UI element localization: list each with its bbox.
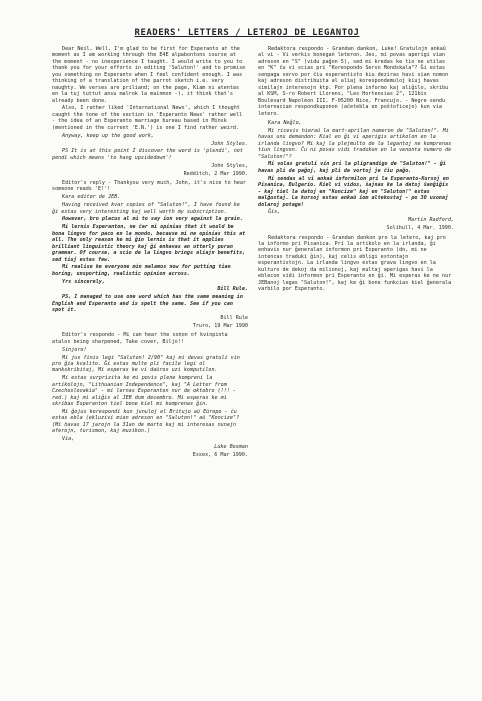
- letter-closing: Ĝis,: [268, 209, 281, 216]
- letter-signature: John Styles.: [211, 140, 248, 147]
- right-column: [258, 46, 454, 294]
- letter-greeting: Kara editor de JEB.: [62, 194, 121, 201]
- editor-reply: Editor's reply - Thankyou very much, John, it's nice to hear someone reads 'E!'!: [52, 179, 247, 193]
- left-column: [52, 46, 248, 460]
- letter-signature: Bill Rule.: [217, 286, 248, 293]
- letter-paragraph: Mi realise ke everyone min malamos now for putting tian boring, unsporting, realistic opinion across.: [52, 264, 231, 277]
- letter-date: Solihull, 4 Mar. 1990.: [386, 225, 454, 232]
- letter-date: Redditch, 2 Mar 1990.: [183, 170, 248, 177]
- letter-date: Truro, 19 Mar 1990: [192, 322, 248, 329]
- letter-signature: Bill Rule: [220, 315, 248, 322]
- letter-closing: Yrs sincerely,: [62, 278, 105, 285]
- letter-paragraph: Also, I rather liked 'International News', which I thought caught the tone of the section in 'Esperanto News' rather well - the idea of an Esperanto marriage bureau based in Minsk (mentioned in the current 'E.N.') is one I find rather weird.: [52, 105, 243, 131]
- page-title: READERS' LETTERS / LETEROJ DE LEGANTOJ: [134, 28, 360, 38]
- letter-greeting: Sinjoro!: [62, 346, 87, 353]
- letter-paragraph: PS It is at this point I discover the word is 'plendi', not pendi which means 'to hang upsidedown'!: [52, 148, 243, 161]
- letter-signature: Luke Bosman: [214, 443, 248, 450]
- letter-paragraph: Mi volas gratuli vin pri la pligrandigo de "Saluton!" - ĝi havas pli da paĝoj, kaj pli da vortoj je ĉiu paĝo.: [258, 161, 446, 174]
- letter-paragraph: Mi sendas al vi ankaŭ informilon pri la Esperanto-Kursoj en Pisanica, Bulgario. Kiel vi vidos, ŝajnas ke la datoj ŝanĝiĝis - kaj tiel la datoj en "Koncize" kaj en "Saluton!" estas malĝustaj. La kursoj estas ankaŭ iom altekostaj - po 30 usonaj dolaroj potage!: [258, 175, 449, 208]
- letter-paragraph: Mi estas surprizita ke mi povis plene kompreni la artikolojn, "Lithuanian Independence", kaj "A Letter from Czechoslovakia" - mi lernas Esperanton nur de oktobro (!!! - red.) kaj mi aliĝis al JEB dum decembro. Mi esperas ke mi skribas Esperanton tiel bone kiel mi komprenas ĝin.: [52, 375, 237, 408]
- letter-paragraph: Dear Neil, Well, I'm glad to be first for Esperanto at the moment as I am working through the E4E alpabontons course at the moment - no inexperience I taught. I would write to you to thank you for your efforts in editing 'Saluton!' and to promise you something on Esperanto when I feel confident enough. I was thinking of a translation of the parrot sketch i.e. very naughty. We verses are priliand; on the page, Kiam ni atentas en la tuj tuttut ansu malrok la mainmon -), it think that's already been done.: [52, 46, 246, 104]
- letter-paragraph: However, bro placus al mi to say ion very against la grain.: [62, 216, 243, 223]
- letter-signature: John Styles,: [211, 162, 248, 169]
- letter-greeting: Kara Neĝlo,: [268, 119, 302, 126]
- editor-reply: Redaktora respondo - Grandan dankon, Luke! Gratulojn ankaŭ al vi - Vi verkis bonegan leteron. Jes, mi povas aperigi vian adreson en "S" (vidu paĝon 5), sed mi kredas ke tio ne utilas en "K" ĉu vi scias pri "Korespondo Servo Mondskala"? Ĝi estas senpaga servo por ĉiu esperantisto kiu deziras havi sian nomon kaj adreson distribuita al aliaj korespondemuloj kiuj havas similajn interesojn ktp. Por plena informo kaj aliĝilo, skribu al KSM, S-ro Robert Llorens, "Les Hortensias 2", 121bis Boulevard Napoléon III, F-05200 Nice, Francujo. - Negre sendu internacian respondkuponon (aĉetebla en poŝtoficejo) kun via letero.: [258, 46, 449, 117]
- letter-paragraph: Mi ricevis hieraŭ la mart-aprilan numeron de "Saluton!". Mi havas unu demandon: Kial en ĝi vi aperigis artikolon en la irlanda lingvo? Mi kaj la plejmulto de la legantoj ne komprenas tiun lingvon. Ĉu ni povas vidi tradukon en la venonta numero de "Saluton!"?: [258, 127, 452, 160]
- letter-date: Essex, 6 Mar 1990.: [192, 451, 248, 458]
- letter-paragraph: Mi jus finis legi "Saluton! 2/90" kaj mi devas gratuli vin pro ĝia kvalito. Ĝi estas multe pli facile legi ol mankskribitaj, Mi esperas ke vi daŭros uzi komputilon.: [52, 354, 240, 374]
- letter-paragraph: Mi lernis Esperanton, ne ĉar mi opinias that it would be bona lingvo for paco en la mondo, because mi ne opinias this at all. The only reason ke mi ĝin lernis is that it applies brilliant linguistic theory kaj ĝi enhavas an utterly puran grammar. Of course, a scio de la lingvo brings aliajn benefits, sed tiuj estas few.: [52, 224, 246, 263]
- letter-paragraph: PS, I managed to use one word which has the same meaning in English and Esperanto and is spelt the same. See if you can spot it.: [52, 294, 243, 314]
- editor-reply: Redaktora respondo - Grandan dankon pro la letero, kaj pro la informo pri Pisanica. Pri la artikolo en la irlanda, ĝi enhavis nur ĝeneralan informon pri Esperanto (do, mi ne intencas traduki ĝin), kaj celis ebligi estontajn esperantistojn. La irlanda lingvo estas grava lingvo en la kulturo de dekoj da milionoj, kaj multaj aperigas havi la eblecon vidi informon pri Esperanto en ĝi. Mi esperas ke ne nur JEBanoj legas "Saluton!", kaj ke ĝi bone funkcias kiel ĝenerala varbilo por Esperanto.: [258, 234, 452, 293]
- letter-paragraph: Anyway, keep up the good work,: [62, 132, 155, 139]
- letter-closing: Via,: [62, 436, 75, 443]
- letter-signature: Martin Radford,: [407, 217, 454, 224]
- editor-reply: Editor's respondo - Mi can hear the sonon of kvinpinta atalos being sharpened, Take cover, Biljo!!: [52, 332, 228, 345]
- letter-paragraph: Mi ĝojus korespondi kun junuloj el Britujo aŭ Eŭropo - ĉu estas ebla (ekluzivi mian adreson en "Saluton!" aŭ "Koncize"? (Mi havas 17 jarojn la 31an de marto kaj mi interesas nunajn aferojn, turismon, kaj muzikon.): [52, 408, 240, 435]
- letter-paragraph: Having received kvar copies of "Saluton!", I have found ke ĝi estas very interesting kaj well worth my subscription.: [52, 202, 240, 215]
